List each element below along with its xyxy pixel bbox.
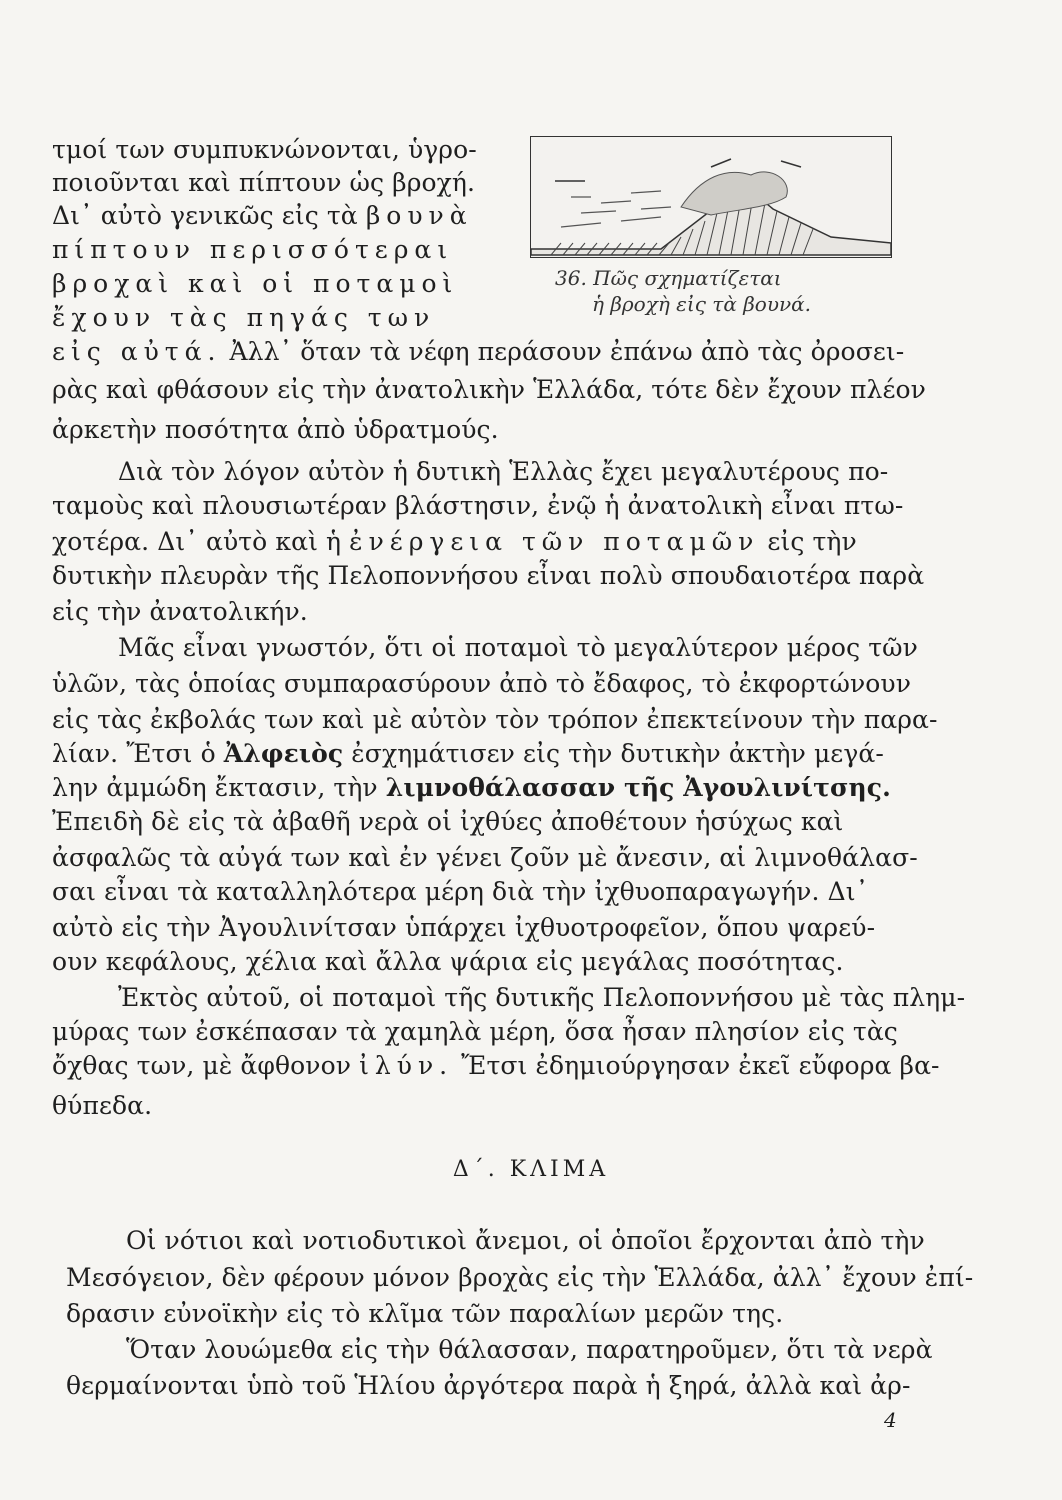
figure-36 — [530, 136, 892, 258]
text-line — [52, 526, 857, 558]
text-line: σαι εἶναι τὰ καταλληλότερα μέρη διὰ τὴν ἰχθυοπαραγωγήν. Δι᾿ — [52, 877, 869, 906]
bold-term: λιμνοθάλασσαν τῆς Ἀγουλινίτσης. — [385, 773, 891, 802]
text-line: ουν κεφάλους, χέλια καὶ ἄλλα ψάρια εἰς μεγάλας ποσότητας. — [52, 947, 844, 976]
text-line: θύπεδα. — [52, 1091, 153, 1120]
section-heading: Δ΄. ΚΛΙΜΑ — [452, 1157, 610, 1182]
spaced-emphasis: ἰλύν. — [359, 1051, 454, 1080]
text-line — [52, 738, 884, 770]
mountain-rain-illustration — [531, 137, 891, 257]
spaced-emphasis: ἐνέργεια τῶν ποταμῶν — [349, 527, 760, 556]
spaced-emphasis: βουνὰ — [365, 201, 473, 230]
text-line: Μᾶς εἶναι γνωστόν, ὅτι οἱ ποταμοὶ τὸ μεγαλύτερον μέρος τῶν — [118, 633, 918, 662]
text-span: Ἀλλ᾿ ὅταν τὰ νέφη περάσουν ἐπάνω ἀπὸ τὰς ὀροσει- — [221, 337, 905, 366]
text-line: εἰς τὴν ἀνατολικήν. — [52, 597, 308, 626]
text-line — [52, 336, 904, 368]
text-span: εἰς τὴν — [759, 527, 857, 556]
text-line: Ὅταν λουώμεθα εἰς τὴν θάλασσαν, παρατηροῦμεν, ὅτι τὰ νερὰ — [126, 1335, 933, 1364]
text-span: Ἔτσι ἐδημιούργησαν ἐκεῖ εὔφορα βα- — [453, 1051, 940, 1080]
text-span: λίαν. Ἔτσι ὁ — [52, 739, 224, 768]
text-span: λην ἀμμώδη ἔκτασιν, τὴν — [52, 773, 386, 802]
figure-caption — [555, 266, 782, 290]
text-line: αὐτὸ εἰς τὴν Ἀγουλινίτσαν ὑπάρχει ἰχθυοτροφεῖον, ὅπου ψαρεύ- — [52, 913, 876, 942]
text-line — [52, 1050, 940, 1082]
page-number: 4 — [884, 1408, 897, 1432]
text-line: τμοί των συμπυκνώνονται, ὑγρο- — [52, 135, 477, 164]
text-line: ἀρκετὴν ποσότητα ἀπὸ ὑδρατμούς. — [52, 415, 499, 444]
text-line: Ἐπειδὴ δὲ εἰς τὰ ἀβαθῆ νερὰ οἱ ἰχθύες ἀποθέτουν ἡσύχως καὶ — [52, 807, 844, 836]
figure-caption-line1: Πῶς σχηματίζεται — [593, 266, 782, 290]
figure-number: 36. — [555, 266, 587, 290]
text-line: εἰς τὰς ἐκβολάς των καὶ μὲ αὐτὸν τὸν τρόπον ἐπεκτείνουν τὴν παρα- — [52, 705, 938, 734]
text-line: Μεσόγειον, δὲν φέρουν μόνον βροχὰς εἰς τὴν Ἑλλάδα, ἀλλ᾿ ἔχουν ἐπί- — [66, 1263, 974, 1292]
text-line: δυτικὴν πλευρὰν τῆς Πελοποννήσου εἶναι πολὺ σπουδαιοτέρα παρὰ — [52, 561, 925, 590]
spaced-emphasis: εἰς αὐτά. — [52, 337, 222, 366]
text-line: Διὰ τὸν λόγον αὐτὸν ἡ δυτικὴ Ἑλλὰς ἔχει μεγαλυτέρους πο- — [118, 457, 889, 486]
figure-caption-line2: ἡ βροχὴ εἰς τὰ βουνά. — [592, 292, 812, 316]
text-line — [52, 772, 891, 804]
text-line: ἀσφαλῶς τὰ αὐγά των καὶ ἐν γένει ζοῦν μὲ ἄνεσιν, αἱ λιμνοθάλασ- — [52, 843, 918, 872]
text-line: μύρας των ἐσκέπασαν τὰ χαμηλὰ μέρη, ὅσα ἦσαν πλησίον εἰς τὰς — [52, 1017, 898, 1046]
text-line: Ἐκτὸς αὐτοῦ, οἱ ποταμοὶ τῆς δυτικῆς Πελοποννήσου μὲ τὰς πλημ- — [118, 983, 966, 1012]
text-span: ἐσχημάτισεν εἰς τὴν δυτικὴν ἀκτὴν μεγά- — [343, 739, 884, 768]
text-line: θερμαίνονται ὑπὸ τοῦ Ἡλίου ἀργότερα παρὰ ἡ ξηρά, ἀλλὰ καὶ ἀρ- — [66, 1371, 911, 1400]
text-line: δρασιν εὐνοϊκὴν εἰς τὸ κλῖμα τῶν παραλίων μερῶν της. — [66, 1299, 784, 1328]
text-line — [52, 200, 473, 232]
spaced-line: βροχαὶ καὶ οἱ ποταμοὶ — [52, 269, 459, 298]
text-span: ὄχθας των, μὲ ἄφθονον — [52, 1051, 360, 1080]
text-line: Οἱ νότιοι καὶ νοτιοδυτικοὶ ἄνεμοι, οἱ ὁποῖοι ἔρχονται ἀπὸ τὴν — [126, 1226, 925, 1255]
text-span: χοτέρα. Δι᾿ αὐτὸ καὶ ἡ — [52, 527, 350, 556]
spaced-line: πίπτουν περισσότεραι — [52, 235, 454, 264]
text-line: ρὰς καὶ φθάσουν εἰς τὴν ἀνατολικὴν Ἑλλάδα, τότε δὲν ἔχουν πλέον — [52, 375, 926, 404]
spaced-line: ἔχουν τὰς πηγάς των — [52, 303, 436, 332]
text-line: ποιοῦνται καὶ πίπτουν ὡς βροχή. — [52, 168, 476, 197]
text-span: Δι᾿ αὐτὸ γενικῶς εἰς τὰ — [52, 201, 366, 230]
bold-term: Ἀλφειὸς — [223, 739, 344, 768]
text-line: ταμοὺς καὶ πλουσιωτέραν βλάστησιν, ἐνῷ ἡ ἀνατολικὴ εἶναι πτω- — [52, 491, 904, 520]
text-line: ὑλῶν, τὰς ὁποίας συμπαρασύρουν ἀπὸ τὸ ἔδαφος, τὸ ἐκφορτώνουν — [52, 669, 912, 698]
